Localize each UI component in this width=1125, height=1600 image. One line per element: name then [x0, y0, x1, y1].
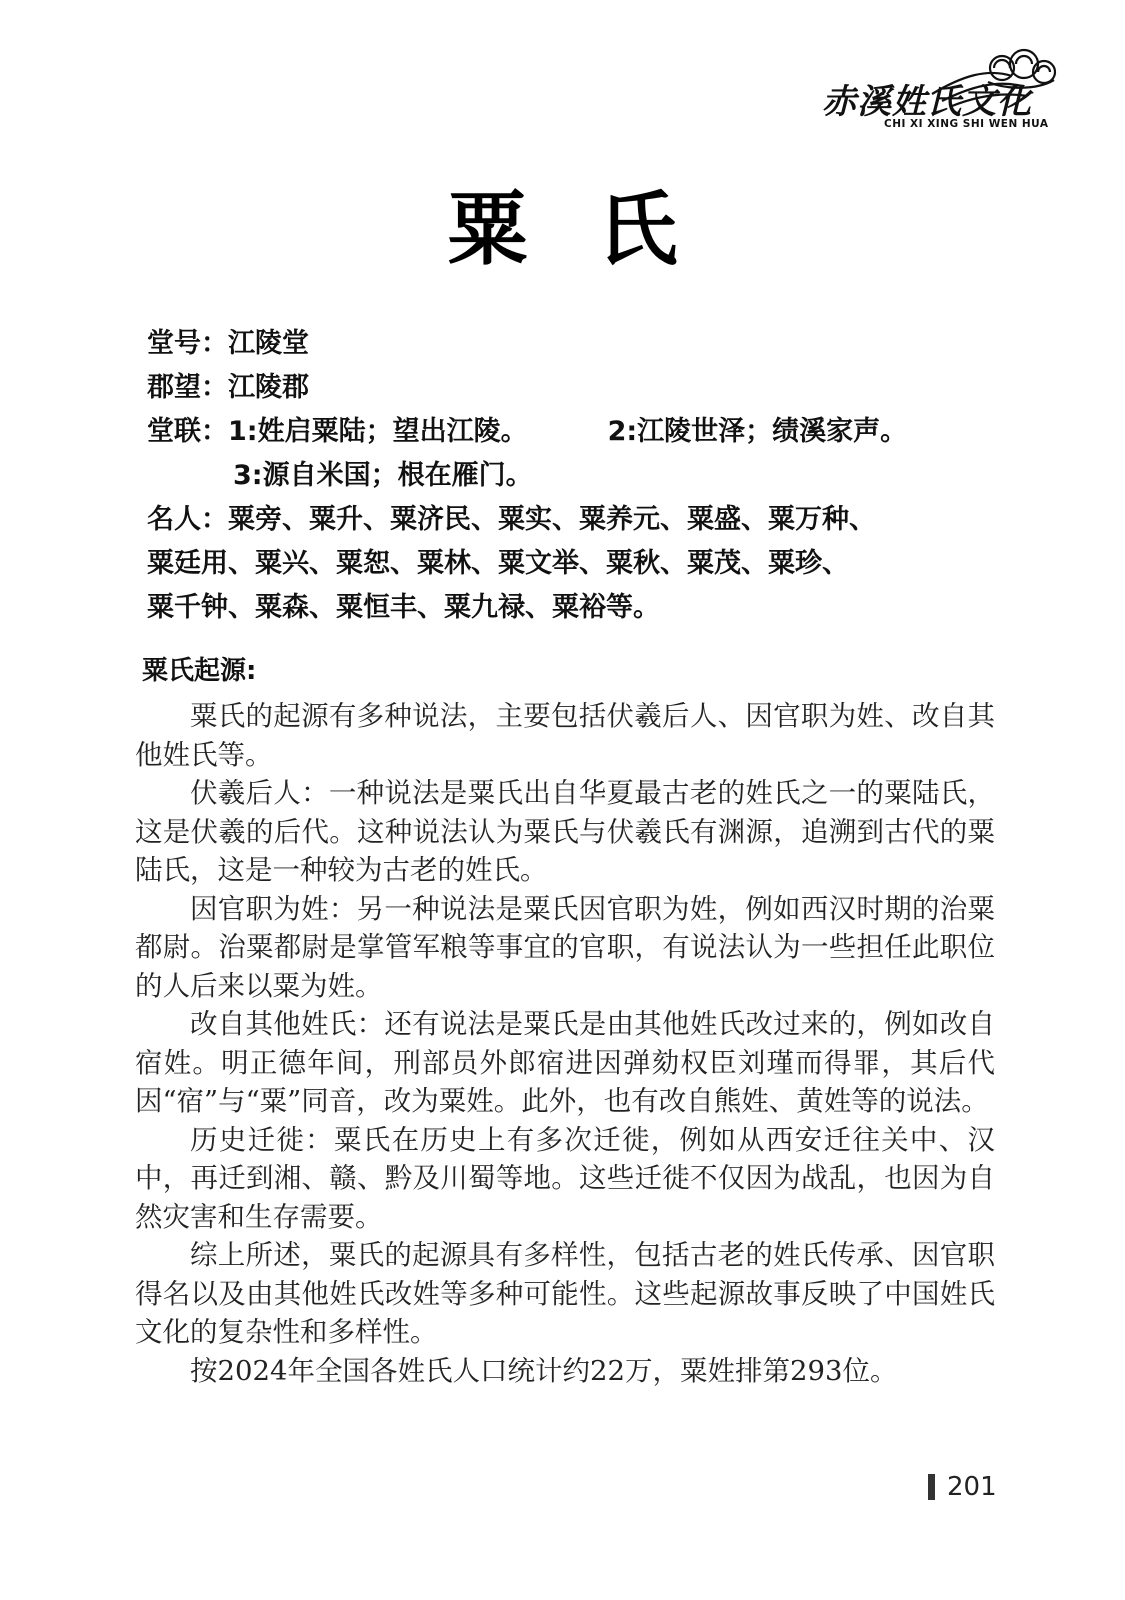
logo-subtitle: CHI XI XING SHI WEN HUA [884, 118, 1049, 130]
couplet-row-2 [147, 454, 1027, 498]
commandery-value: 江陵郡 [228, 372, 309, 403]
celebrities-row-3 [147, 586, 1027, 630]
page-number-bar-icon [928, 1474, 935, 1500]
origin-body [135, 697, 995, 1390]
celebrities-row-2 [147, 542, 1027, 586]
couplet-2: 2:江陵世泽；绩溪家声。 [607, 416, 908, 447]
origin-paragraph: 按2024年全国各姓氏人口统计约22万，粟姓排第293位。 [190, 1354, 898, 1387]
hall-name-value: 江陵堂 [228, 328, 309, 359]
origin-paragraph: 粟氏的起源有多种说法，主要包括伏羲后人、因官职为姓、改自其他姓氏等。 [135, 700, 995, 771]
couplet-1: 1:姓启粟陆；望出江陵。 [228, 416, 528, 447]
page-number-value: 201 [947, 1472, 997, 1502]
celebrities-line-1: 粟旁、粟升、粟济民、粟实、粟养元、粟盛、粟万种、 [228, 504, 876, 535]
celebrities-line-3: 粟千钟、粟森、粟恒丰、粟九禄、粟裕等。 [147, 592, 660, 623]
hall-name-row [147, 322, 1027, 366]
celebrities-line-2: 粟廷用、粟兴、粟恕、粟林、粟文举、粟秋、粟茂、粟珍、 [147, 548, 849, 579]
header-logo [812, 46, 1062, 136]
surname-info [147, 322, 1027, 630]
origin-heading: 粟氏起源: [142, 656, 257, 686]
origin-paragraph: 改自其他姓氏：还有说法是粟氏是由其他姓氏改过来的，例如改自宿姓。明正德年间，刑部员外郎宿进因弹劾权臣刘瑾而得罪，其后代因“宿”与“粟”同音，改为粟姓。此外，也有改自熊姓、黄姓等的说法。 [135, 1008, 995, 1117]
page-number [928, 1472, 997, 1502]
page-title: 粟氏 [447, 182, 748, 276]
commandery-row [147, 366, 1027, 410]
hall-name-label: 堂号： [147, 328, 228, 359]
origin-paragraph: 历史迁徙：粟氏在历史上有多次迁徙，例如从西安迁往关中、汉中，再迁到湘、赣、黔及川蜀等地。这些迁徙不仅因为战乱，也因为自然灾害和生存需要。 [135, 1123, 995, 1233]
couplet-3: 3:源自米国；根在雁门。 [233, 460, 533, 491]
origin-paragraph: 综上所述，粟氏的起源具有多样性，包括古老的姓氏传承、因官职得名以及由其他姓氏改姓等多种可能性。这些起源故事反映了中国姓氏文化的复杂性和多样性。 [135, 1239, 995, 1348]
commandery-label: 郡望： [147, 372, 228, 403]
logo-title: 赤溪姓氏文化 [822, 82, 1032, 122]
origin-paragraph: 伏羲后人：一种说法是粟氏出自华夏最古老的姓氏之一的粟陆氏，这是伏羲的后代。这种说法认为粟氏与伏羲氏有渊源，追溯到古代的粟陆氏，这是一种较为古老的姓氏。 [135, 777, 995, 886]
origin-paragraph: 因官职为姓：另一种说法是粟氏因官职为姓，例如西汉时期的治粟都尉。治粟都尉是掌管军粮等事宜的官职，有说法认为一些担任此职位的人后来以粟为姓。 [135, 892, 995, 1002]
couplet-row [147, 410, 1027, 454]
celebrities-row [147, 498, 1027, 542]
celebrities-label: 名人： [147, 504, 228, 535]
couplet-label: 堂联： [147, 416, 228, 447]
